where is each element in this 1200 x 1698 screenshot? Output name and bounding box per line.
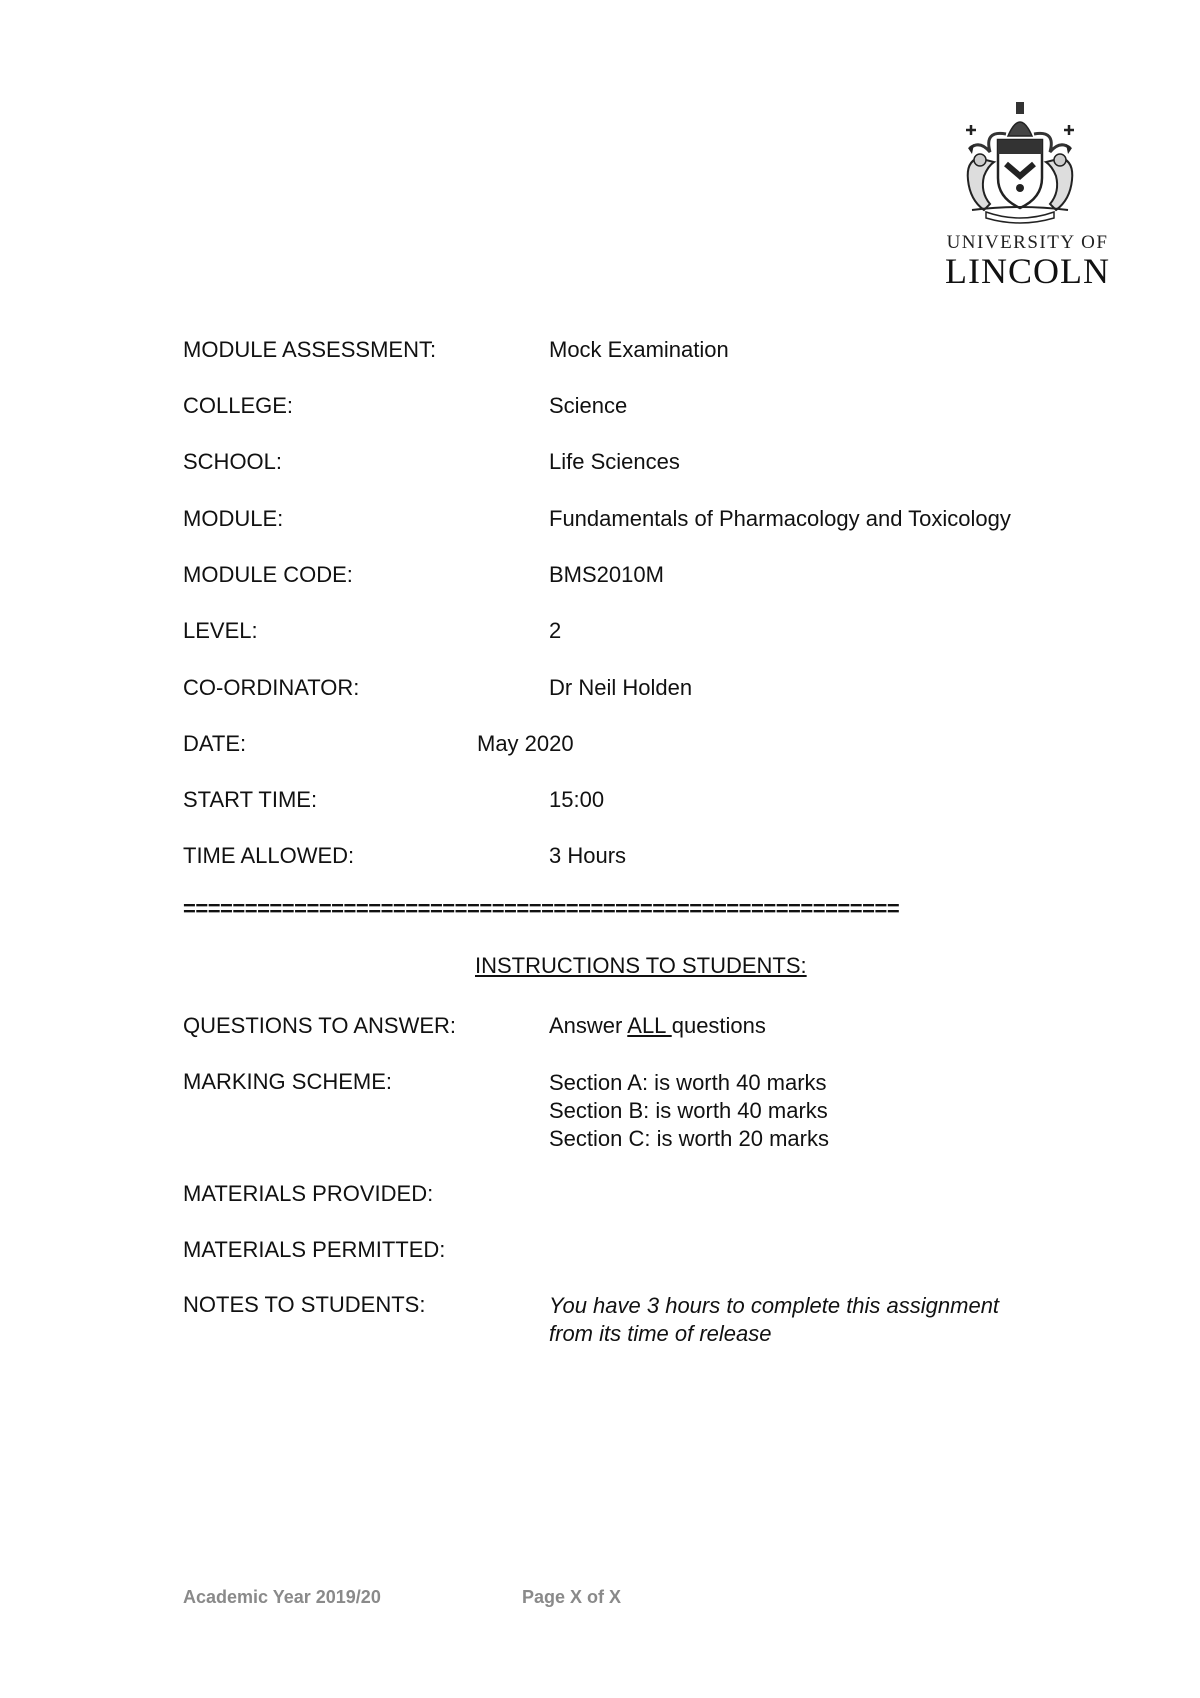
notes-lines: [549, 1292, 999, 1348]
divider-line: ==========================================================: [183, 896, 900, 921]
marking-line: Section A: is worth 40 marks: [549, 1070, 827, 1095]
field-value: May 2020: [477, 731, 574, 756]
answer-prefix: Answer: [549, 1013, 628, 1038]
field-value: Dr Neil Holden: [549, 675, 693, 700]
field-label: NOTES TO STUDENTS:: [183, 1292, 426, 1317]
field-label: MODULE CODE:: [183, 562, 353, 587]
field-label: MODULE:: [183, 506, 284, 531]
notes-line: You have 3 hours to complete this assignment: [549, 1293, 1000, 1318]
marking-scheme-lines: [549, 1069, 829, 1153]
field-value: [549, 1013, 766, 1039]
marking-line: Section B: is worth 40 marks: [549, 1098, 828, 1123]
logo-text-university-of: UNIVERSITY OF: [946, 232, 1109, 253]
field-value: Fundamentals of Pharmacology and Toxicology: [549, 506, 1011, 531]
field-label: START TIME:: [183, 787, 318, 812]
field-label: LEVEL:: [183, 618, 258, 643]
answer-emphasis: ALL: [627, 1013, 672, 1038]
field-label: TIME ALLOWED:: [183, 843, 355, 868]
university-crest-icon: [950, 100, 1090, 225]
footer-page-number: Page X of X: [522, 1587, 622, 1607]
field-label: MATERIALS PERMITTED:: [183, 1237, 446, 1262]
university-logo: [930, 100, 1125, 290]
answer-suffix: questions: [671, 1013, 766, 1038]
footer-academic-year: Academic Year 2019/20: [183, 1587, 381, 1607]
field-label: MODULE ASSESSMENT:: [183, 337, 437, 362]
field-value: BMS2010M: [549, 562, 664, 587]
field-value: Science: [549, 393, 628, 418]
field-value: 15:00: [549, 787, 605, 812]
field-value: Life Sciences: [549, 449, 680, 474]
field-value: Mock Examination: [549, 337, 729, 362]
field-label: MATERIALS PROVIDED:: [183, 1181, 434, 1206]
field-label: COLLEGE:: [183, 393, 294, 418]
notes-line: from its time of release: [549, 1321, 772, 1346]
field-label: CO-ORDINATOR:: [183, 675, 360, 700]
field-label: MARKING SCHEME:: [183, 1069, 393, 1094]
field-label: QUESTIONS TO ANSWER:: [183, 1013, 457, 1038]
instructions-heading: INSTRUCTIONS TO STUDENTS:: [475, 953, 807, 978]
logo-text-lincoln: LINCOLN: [945, 251, 1110, 291]
field-value: 2: [549, 618, 562, 643]
field-label: DATE:: [183, 731, 247, 756]
marking-line: Section C: is worth 20 marks: [549, 1126, 829, 1151]
field-label: SCHOOL:: [183, 449, 283, 474]
field-value: 3 Hours: [549, 843, 627, 868]
